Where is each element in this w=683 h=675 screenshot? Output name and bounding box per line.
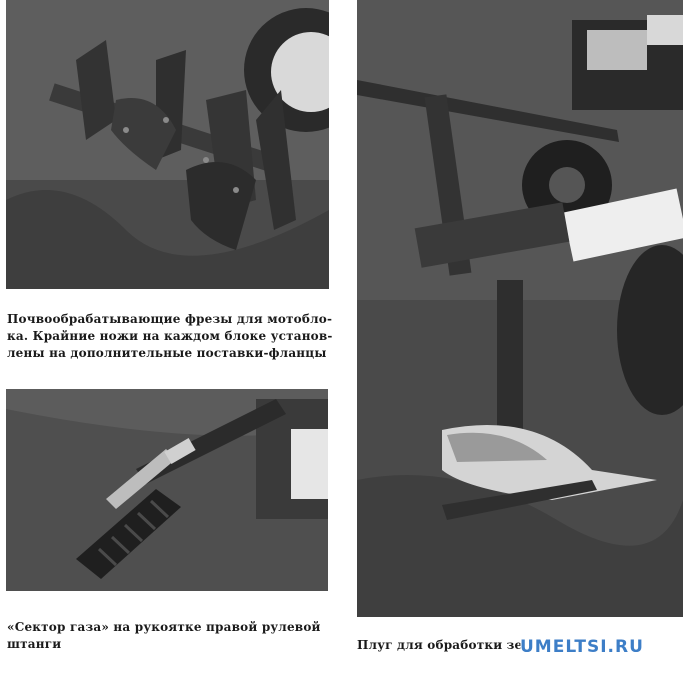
tiller-cutters-image [6, 0, 329, 289]
plow-caption: Плуг для обработки зе [357, 638, 523, 652]
site-watermark: UMELTSI.RU [520, 637, 644, 657]
tiller-cutters-caption [7, 311, 333, 362]
throttle-grip-image [6, 389, 328, 591]
caption-line: штанги [7, 637, 62, 651]
caption-line: Почвообрабатывающие фрезы для мотобло- [7, 312, 333, 326]
tiller-cutters-photo [6, 0, 329, 289]
plow-image [357, 0, 683, 617]
caption-line: лены на дополнительные поставки-фланцы [7, 346, 327, 360]
throttle-grip-caption [7, 619, 333, 653]
throttle-grip-photo [6, 389, 328, 591]
plow-photo [357, 0, 683, 617]
caption-line: ка. Крайние ножи на каждом блоке установ- [7, 329, 333, 343]
caption-line: «Сектор газа» на рукоятке правой рулевой [7, 620, 321, 634]
